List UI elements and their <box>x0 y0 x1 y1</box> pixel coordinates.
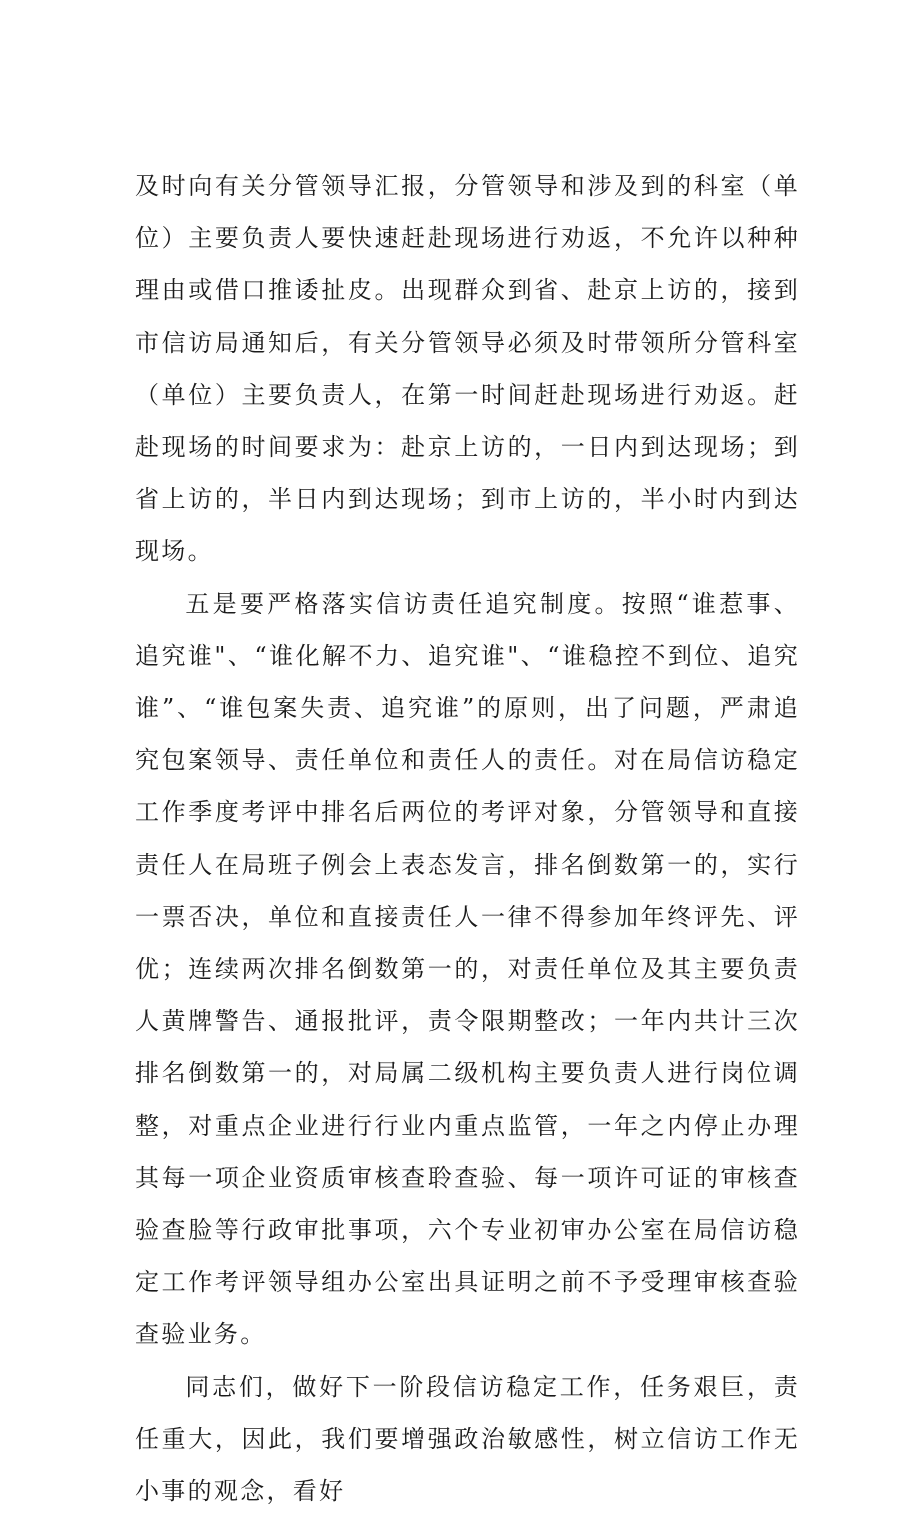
paragraph-continuation: 及时向有关分管领导汇报，分管领导和涉及到的科室（单位）主要负责人要快速赶赴现场进行劝返，不允许以种种理由或借口推诿扯皮。出现群众到省、赴京上访的，接到市信访局通知后，有关分管领导必须及时带领所分管科室（单位）主要负责人，在第一时间赶赴现场进行劝返。赶赴现场的时间要求为：赴京上访的，一日内到达现场；到省上访的，半日内到达现场；到市上访的，半小时内到达现场。 <box>135 172 800 566</box>
document-body <box>135 160 800 1517</box>
paragraph-accountability: 五是要严格落实信访责任追究制度。按照“谁惹事、追究谁"、“谁化解不力、追究谁"、“谁稳控不到位、追究谁”、“谁包案失责、追究谁”的原则，出了问题，严肃追究包案领导、责任单位和责任人的责任。对在局信访稳定工作季度考评中排名后两位的考评对象，分管领导和直接责任人在局班子例会上表态发言，排名倒数第一的，实行一票否决，单位和直接责任人一律不得参加年终评先、评优；连续两次排名倒数第一的，对责任单位及其主要负责人黄牌警告、通报批评，责令限期整改；一年内共计三次排名倒数第一的，对局属二级机构主要负责人进行岗位调整，对重点企业进行行业内重点监管，一年之内停止办理其每一项企业资质审核查聆查验、每一项许可证的审核查验查脸等行政审批事项，六个专业初审办公室在局信访稳定工作考评领导组办公室出具证明之前不予受理审核查验查验业务。 <box>135 589 800 1349</box>
paragraph-closing: 同志们，做好下一阶段信访稳定工作，任务艰巨，责任重大，因此，我们要增强政治敏感性，树立信访工作无小事的观念，看好 <box>135 1372 800 1506</box>
